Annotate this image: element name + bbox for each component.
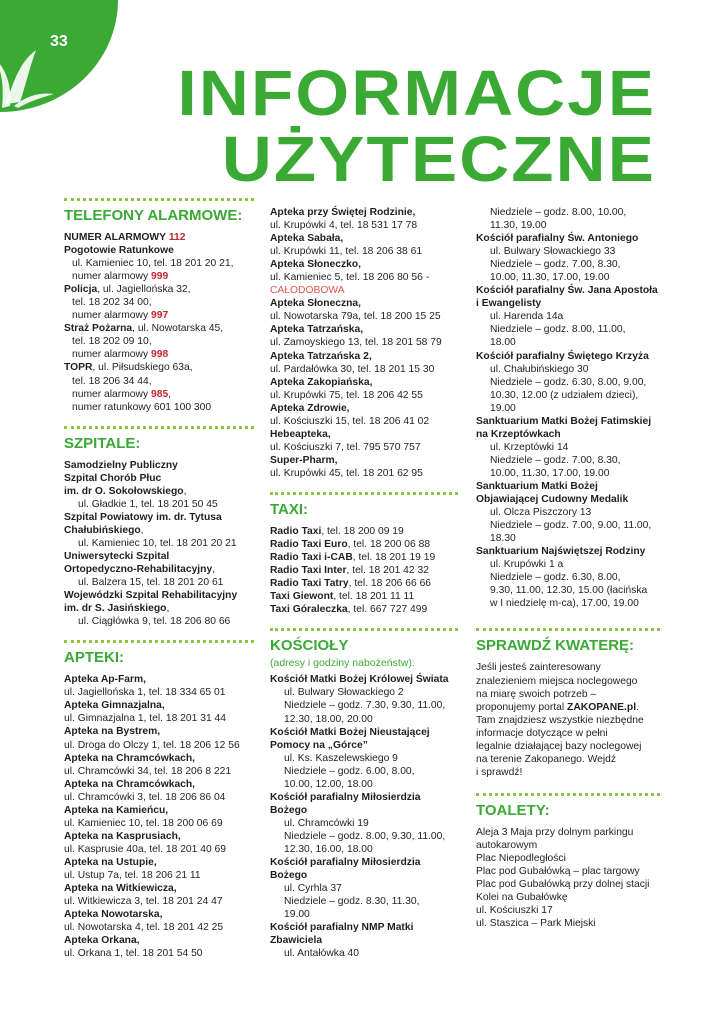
dotted-divider bbox=[476, 793, 660, 796]
taxi-item bbox=[270, 577, 458, 590]
church-name: Objawiającej Cudowny Medalik bbox=[476, 494, 629, 506]
church-name: Bożego bbox=[270, 804, 308, 816]
policja-phone: tel. 18 202 34 00, bbox=[72, 297, 152, 309]
kwatere-text: Jeśli jesteś zainteresowany bbox=[476, 662, 601, 674]
church-address: ul. Antałówka 40 bbox=[284, 948, 359, 960]
hospital-name: Chałubińskiego bbox=[64, 524, 141, 536]
hospital-name: Szpital Powiatowy im. dr. Tytusa bbox=[64, 511, 222, 523]
taxi-phone: , tel. 18 206 66 66 bbox=[348, 578, 432, 590]
section-heading-toalety: TOALETY: bbox=[476, 801, 550, 819]
pogotowie-label: numer alarmowy bbox=[72, 271, 149, 283]
church-hours: 18.00 bbox=[490, 337, 516, 349]
topr-name: TOPR bbox=[64, 362, 93, 374]
dotted-divider bbox=[270, 492, 458, 495]
hospital-name: Wojewódzki Szpital Rehabilitacyjny bbox=[64, 590, 238, 602]
corner-leaf-badge bbox=[0, 0, 118, 112]
taxi-name: Radio Taxi Tatry bbox=[270, 578, 349, 590]
pogotowie-address: ul. Kamieniec 10, tel. 18 201 20 21, bbox=[72, 258, 234, 270]
taxi-item bbox=[270, 564, 458, 577]
church-hours: 18.30 bbox=[490, 533, 516, 545]
toilet-list bbox=[476, 826, 660, 930]
kwatere-text: znalezieniem miejsca noclegowego bbox=[476, 675, 638, 687]
topr-phone: tel. 18 206 34 44, bbox=[72, 375, 152, 387]
taxi-item bbox=[270, 551, 458, 564]
hospital-name: im. dr O. Sokołowskiego bbox=[64, 485, 184, 497]
church-name: Zbawiciela bbox=[270, 935, 323, 947]
pharmacy-address: ul. Krupówki 75, tel. 18 206 42 55 bbox=[270, 389, 423, 401]
straz-number: 998 bbox=[150, 349, 169, 361]
church-address: ul. Chałubińskiego 30 bbox=[490, 363, 589, 375]
taxi-item bbox=[270, 590, 458, 603]
church-name: Sanktuarium Matki Bożej bbox=[476, 480, 598, 492]
church-hours: 11.30, 19.00 bbox=[490, 220, 547, 232]
church-address: ul. Krupówki 1 a bbox=[490, 559, 564, 571]
church-hours: Niedziele – godz. 8.30, 11.30, bbox=[284, 896, 420, 908]
pharmacy-name: Apteka na Kasprusiach, bbox=[64, 830, 181, 842]
church-name: Kościół Matki Bożej Nieustającej bbox=[270, 726, 430, 738]
kwatere-text: informacje dotyczące w pełni bbox=[476, 727, 608, 739]
church-address: ul. Bulwary Słowackiego 33 bbox=[490, 246, 616, 258]
section-heading-szpitale: SZPITALE: bbox=[64, 434, 141, 452]
church-hours: Niedziele – godz. 8.00, 11.00, bbox=[490, 324, 626, 336]
straz-name: Straż Pożarna bbox=[64, 323, 133, 335]
column-right bbox=[476, 206, 660, 930]
church-name: i Ewangelisty bbox=[476, 298, 542, 310]
page-title-line-2: UŻYTECZNE bbox=[221, 123, 656, 195]
pharmacy-name: Apteka Tatrzańska, bbox=[270, 324, 364, 336]
emergency-number: 112 bbox=[168, 232, 186, 243]
pharmacy-address: ul. Orkana 1, tel. 18 201 54 50 bbox=[64, 948, 203, 960]
taxi-name: Radio Taxi Inter bbox=[270, 565, 347, 577]
pharmacy-name: Apteka Gimnazjalna, bbox=[64, 700, 165, 712]
pharmacy-address: ul. Krupówki 11, tel. 18 206 38 61 bbox=[270, 246, 423, 258]
pharmacy-name: Apteka na Chramcówkach, bbox=[64, 778, 196, 790]
pharmacy-address: ul. Zamoyskiego 13, tel. 18 201 58 79 bbox=[270, 337, 442, 349]
pharmacy-name: Apteka Tatrzańska 2, bbox=[270, 350, 372, 362]
straz-address: , ul. Nowotarska 45, bbox=[132, 323, 224, 335]
pogotowie-name: Pogotowie Ratunkowe bbox=[64, 245, 174, 257]
church-hours: Niedziele – godz. 8.00, 10.00, bbox=[490, 207, 627, 218]
hospital-address: ul. Balzera 15, tel. 18 201 20 61 bbox=[78, 577, 224, 589]
pharmacy-24h-note: CAŁODOBOWA bbox=[270, 285, 345, 297]
kwatere-text: proponujemy portal bbox=[476, 701, 565, 713]
kwatere-text: legalnie działającej bazy noclegowej bbox=[476, 740, 642, 752]
church-hours: Niedziele – godz. 6.00, 8.00, bbox=[284, 765, 415, 777]
taxi-name: Taxi Góraleczka bbox=[270, 604, 348, 616]
taxi-phone: , tel. 18 201 42 32 bbox=[346, 565, 429, 577]
policja-name: Policja bbox=[64, 284, 98, 296]
toilet-location: Plac Niepodległości bbox=[476, 852, 566, 864]
pharmacy-name: Apteka Zakopiańska, bbox=[270, 376, 373, 388]
pharmacy-address: ul. Droga do Olczy 1, tel. 18 206 12 56 bbox=[64, 739, 240, 751]
kwatere-text: na miarę swoich potrzeb – bbox=[476, 688, 597, 700]
column-left: TELEFONY ALARMOWE: NUMER ALARMOWY 112 Pogotowie Ratunkowe ul. Kamieniec 10, tel. 18 201 20 21, numer alarmowy 999 Policja, ul. Jagiellońska 32, tel. 18 202 34 00, numer alarmowy 997 Straż Pożarna, ul. Nowotarska 45, tel. 18 202 09 10, numer alarmowy 998 TOPR, ul. Piłsudskiego 63a, tel. 18 206 34 44, numer alarmowy 985, numer ratunkowy 601 100 300 SZPITALE: Samodzielny Publiczny Szpital Chorób Płuc im. dr O. Sokołowskiego, ul. Gładkie 1, tel. 18 201 50 45 Szpital Powiatowy im. dr. Tytusa Chałubińskiego, ul. Kamieniec 10, tel. 18 201 20 21 Uniwersytecki Szpital Ortopedyczno-Rehabilitacyjny, ul. Balzera 15, tel. 18 201 20 61 Wojewódzki Szpital Rehabilitacyjny im. dr S. Jasińskiego, ul. Ciągłówka 9, tel. 18 206 80 66 APTEKI: Apteka Ap-Farm, ul. Jagiellońska 1, tel. 18 334 65 01 Apteka Gimnazjalna, ul. Gimnazjalna 1, tel. 18 201 31 44 Apteka na Bystrem, ul. Droga do Olczy 1, tel. 18 206 12 56 Apteka na Chramcówkach, ul. Chramcówki 34, tel. 18 206 8 221 Apteka na Chramcówkach, ul. Chramcówki 3, tel. 18 206 86 04 Apteka na Kamieńcu, ul. Kamieniec 10, tel. 18 200 06 69 Apteka na Kasprusiach, ul. Kasprusie 40a, tel. 18 201 40 69 Apteka na Ustupie, ul. Ustup 7a, tel. 18 206 21 11 Apteka na Witkiewicza, ul. Witkiewicza 3, tel. 18 201 24 47 Apteka Nowotarska, ul. Nowotarska 4, tel. 18 201 42 25 Apteka Orkana, ul. Orkana 1, tel. 18 201 54 50 bbox=[64, 198, 254, 960]
church-address: ul. Krzeptówki 14 bbox=[490, 441, 569, 453]
dotted-divider bbox=[64, 426, 254, 429]
pharmacy-name: Apteka na Bystrem, bbox=[64, 726, 161, 738]
section-heading-taxi: TAXI: bbox=[270, 500, 309, 518]
pharmacy-address: ul. Kościuszki 7, tel. 795 570 757 bbox=[270, 441, 421, 453]
church-name: Kościół Matki Bożej Królowej Świata bbox=[270, 674, 449, 686]
church-name: Bożego bbox=[270, 870, 308, 882]
pharmacy-address: ul. Nowotarska 79a, tel. 18 200 15 25 bbox=[270, 311, 441, 323]
zakopane-portal-link[interactable]: ZAKOPANE.pl bbox=[567, 701, 637, 713]
toilet-location: Kolei na Gubałówkę bbox=[476, 892, 568, 904]
pharmacy-address: ul. Witkiewicza 3, tel. 18 201 24 47 bbox=[64, 896, 223, 908]
pharmacy-address: ul. Chramcówki 3, tel. 18 206 86 04 bbox=[64, 791, 226, 803]
page-number: 33 bbox=[50, 33, 68, 50]
hospital-address: ul. Kamieniec 10, tel. 18 201 20 21 bbox=[78, 537, 237, 549]
pharmacy-address: ul. Jagiellońska 1, tel. 18 334 65 01 bbox=[64, 687, 226, 699]
page-title-line-1: INFORMACJE bbox=[177, 57, 656, 129]
pharmacy-name: Apteka Orkana, bbox=[64, 935, 140, 947]
pharmacy-address: ul. Kamieniec 5, tel. 18 206 80 56 - bbox=[270, 272, 430, 284]
kwatere-text: Tam znajdziesz wszystkie niezbędne bbox=[476, 714, 644, 726]
pharmacy-address: ul. Krupówki 45, tel. 18 201 62 95 bbox=[270, 467, 423, 479]
church-address: ul. Bulwary Słowackiego 2 bbox=[284, 687, 404, 699]
church-hours: 12.30, 16.00, 18.00 bbox=[284, 843, 373, 855]
pharmacy-address: ul. Kościuszki 15, tel. 18 206 41 02 bbox=[270, 415, 430, 427]
toilet-location: Aleja 3 Maja przy dolnym parkingu bbox=[476, 826, 634, 838]
pogotowie-number: 999 bbox=[150, 271, 169, 283]
straz-label: numer alarmowy bbox=[72, 349, 149, 361]
toilet-location: autokarowym bbox=[476, 839, 538, 851]
toilet-location: Plac pod Gubałówką przy dolnej stacji bbox=[476, 879, 650, 891]
pharmacy-name: Hebeapteka, bbox=[270, 428, 331, 440]
church-address: ul. Cyrhla 37 bbox=[284, 883, 342, 895]
church-address: ul. Ks. Kaszelewskiego 9 bbox=[284, 752, 398, 764]
pharmacy-name: Super-Pharm, bbox=[270, 454, 338, 466]
kwatere-text: na terenie Zakopanego. Wejdź bbox=[476, 753, 617, 765]
church-hours: Niedziele – godz. 7.00, 9.00, 11.00, bbox=[490, 520, 652, 532]
taxi-phone: , tel. 18 200 06 88 bbox=[347, 539, 431, 551]
section-heading-koscioly: KOŚCIOŁY bbox=[270, 637, 349, 655]
church-hours: 10.00, 11.30, 17.00, 19.00 bbox=[490, 272, 610, 284]
hospital-name: im. dr S. Jasińskiego bbox=[64, 603, 167, 615]
church-hours: 10.00, 11.30, 17.00, 19.00 bbox=[490, 467, 610, 479]
pharmacy-name: Apteka Słoneczko, bbox=[270, 259, 361, 271]
pharmacy-address: ul. Kamieniec 10, tel. 18 200 06 69 bbox=[64, 817, 223, 829]
pharmacy-name: Apteka na Kamieńcu, bbox=[64, 804, 169, 816]
dotted-divider bbox=[64, 640, 254, 643]
church-hours: Niedziele – godz. 8.00, 9.30, 11.00, bbox=[284, 830, 446, 842]
church-name: Sanktuarium Najświętszej Rodziny bbox=[476, 546, 646, 558]
church-name: Kościół parafialny Św. Antoniego bbox=[476, 233, 639, 245]
church-hours: Niedziele – godz. 6.30, 8.00, bbox=[490, 572, 621, 584]
church-name: Kościół parafialny Świętego Krzyża bbox=[476, 350, 649, 362]
dotted-divider bbox=[64, 198, 254, 201]
dotted-divider bbox=[476, 628, 660, 631]
section-heading-apteki: APTEKI: bbox=[64, 649, 124, 667]
taxi-item bbox=[270, 538, 458, 551]
taxi-item bbox=[270, 603, 458, 616]
pharmacy-address: ul. Gimnazjalna 1, tel. 18 201 31 44 bbox=[64, 713, 226, 725]
pharmacy-name: Apteka na Witkiewicza, bbox=[64, 883, 177, 895]
church-hours: Niedziele – godz. 7.00, 8.30, bbox=[490, 454, 621, 466]
toilet-location: Plac pod Gubałówką – plac targowy bbox=[476, 866, 640, 878]
church-name: Kościół parafialny NMP Matki bbox=[270, 922, 414, 934]
taxi-name: Radio Taxi Euro bbox=[270, 539, 348, 551]
taxi-name: Radio Taxi i-CAB bbox=[270, 552, 353, 564]
toilet-location: ul. Staszica – Park Miejski bbox=[476, 918, 596, 930]
hospital-name: Uniwersytecki Szpital bbox=[64, 550, 170, 562]
church-address: ul. Chramcówki 19 bbox=[284, 817, 369, 829]
church-hours: 12.30, 18.00, 20.00 bbox=[284, 713, 373, 725]
hospital-name: Ortopedyczno-Rehabilitacyjny bbox=[64, 564, 213, 576]
taxi-name: Radio Taxi bbox=[270, 525, 322, 537]
section-heading-kwatere: SPRAWDŹ KWATERĘ: bbox=[476, 637, 635, 655]
kwatere-text: i sprawdź! bbox=[476, 766, 523, 778]
hospital-name: Szpital Chorób Płuc bbox=[64, 472, 162, 484]
pharmacy-name: Apteka Słoneczna, bbox=[270, 298, 361, 310]
pharmacy-address: ul. Krupówki 4, tel. 18 531 17 78 bbox=[270, 220, 418, 232]
pharmacy-name: Apteka Nowotarska, bbox=[64, 909, 163, 921]
toilet-location: ul. Kościuszki 17 bbox=[476, 905, 553, 917]
pharmacy-list bbox=[64, 673, 254, 960]
pharmacy-address: ul. Ustup 7a, tel. 18 206 21 11 bbox=[64, 869, 201, 881]
church-hours: w I niedzielę m-ca), 17.00, 19.00 bbox=[490, 598, 639, 610]
straz-phone: tel. 18 202 09 10, bbox=[72, 336, 152, 348]
pharmacy-name: Apteka Ap-Farm, bbox=[64, 674, 147, 686]
church-hours: Niedziele – godz. 6.30, 8.00, 9.00, bbox=[490, 376, 647, 388]
church-hours: 19.00 bbox=[284, 909, 310, 921]
topr-label: numer alarmowy bbox=[72, 388, 149, 400]
church-hours: Niedziele – godz. 7.30, 9.30, 11.00, bbox=[284, 700, 446, 712]
pharmacy-name: Apteka Sabała, bbox=[270, 233, 344, 245]
taxi-list bbox=[270, 525, 458, 616]
column-middle bbox=[270, 206, 458, 960]
hospital-address: ul. Ciągłówka 9, tel. 18 206 80 66 bbox=[78, 616, 231, 628]
taxi-phone: , tel. 18 200 09 19 bbox=[321, 525, 404, 537]
church-address: ul. Harenda 14a bbox=[490, 311, 564, 323]
section-heading-telefony: TELEFONY ALARMOWE: bbox=[64, 207, 243, 224]
church-name: Sanktuarium Matki Bożej Fatimskiej bbox=[476, 415, 652, 427]
church-name: Kościół parafialny Św. Jana Apostoła bbox=[476, 285, 658, 297]
church-name: Pomocy na „Górce” bbox=[270, 739, 368, 751]
pharmacy-address: ul. Chramcówki 34, tel. 18 206 8 221 bbox=[64, 765, 232, 777]
church-name: Kościół parafialny Miłosierdzia bbox=[270, 791, 421, 803]
hospital-name: Samodzielny Publiczny bbox=[64, 459, 178, 471]
pharmacy-address: ul. Kasprusie 40a, tel. 18 201 40 69 bbox=[64, 843, 227, 855]
topr-rescue-number: numer ratunkowy 601 100 300 bbox=[72, 401, 212, 413]
pharmacy-address: ul. Nowotarska 4, tel. 18 201 42 25 bbox=[64, 922, 224, 934]
emergency-label: NUMER ALARMOWY bbox=[64, 232, 167, 243]
policja-address: , ul. Jagiellońska 32, bbox=[97, 284, 191, 296]
pharmacy-address: ul. Pardałówka 30, tel. 18 201 15 30 bbox=[270, 363, 435, 375]
church-hours: 10.00, 12.00, 18.00 bbox=[284, 778, 373, 790]
taxi-name: Taxi Giewont bbox=[270, 591, 334, 603]
church-hours: Niedziele – godz. 7.00, 8.30, bbox=[490, 259, 621, 271]
pharmacy-name: Apteka na Chramcówkach, bbox=[64, 752, 196, 764]
taxi-phone: , tel. 18 201 19 19 bbox=[352, 552, 436, 564]
taxi-item bbox=[270, 525, 458, 538]
church-name: Kościół parafialny Miłosierdzia bbox=[270, 857, 421, 869]
church-address: ul. Olcza Piszczory 13 bbox=[490, 507, 592, 519]
koscioly-subheading: (adresy i godziny nabożeństw): bbox=[270, 657, 415, 670]
church-name: na Krzeptówkach bbox=[476, 428, 561, 440]
hospital-address: ul. Gładkie 1, tel. 18 201 50 45 bbox=[78, 498, 218, 510]
pharmacy-name: Apteka przy Świętej Rodzinie, bbox=[270, 207, 416, 218]
pharmacy-name: Apteka Zdrowie, bbox=[270, 402, 350, 414]
taxi-phone: , tel. 667 727 499 bbox=[347, 604, 428, 616]
church-hours: 9.30, 11.00, 12.30, 15.00 (łacińska bbox=[490, 585, 648, 597]
topr-number: 985 bbox=[150, 388, 169, 400]
policja-number: 997 bbox=[150, 310, 169, 322]
taxi-phone: , tel. 18 201 11 11 bbox=[333, 591, 415, 603]
pharmacy-name: Apteka na Ustupie, bbox=[64, 856, 157, 868]
church-hours: 10.30, 12.00 (z udziałem dzieci), bbox=[490, 389, 639, 401]
church-hours: 19.00 bbox=[490, 402, 516, 414]
topr-address: , ul. Piłsudskiego 63a, bbox=[92, 362, 193, 374]
kwatere-text: . bbox=[636, 701, 639, 713]
policja-label: numer alarmowy bbox=[72, 310, 149, 322]
dotted-divider bbox=[270, 628, 458, 631]
